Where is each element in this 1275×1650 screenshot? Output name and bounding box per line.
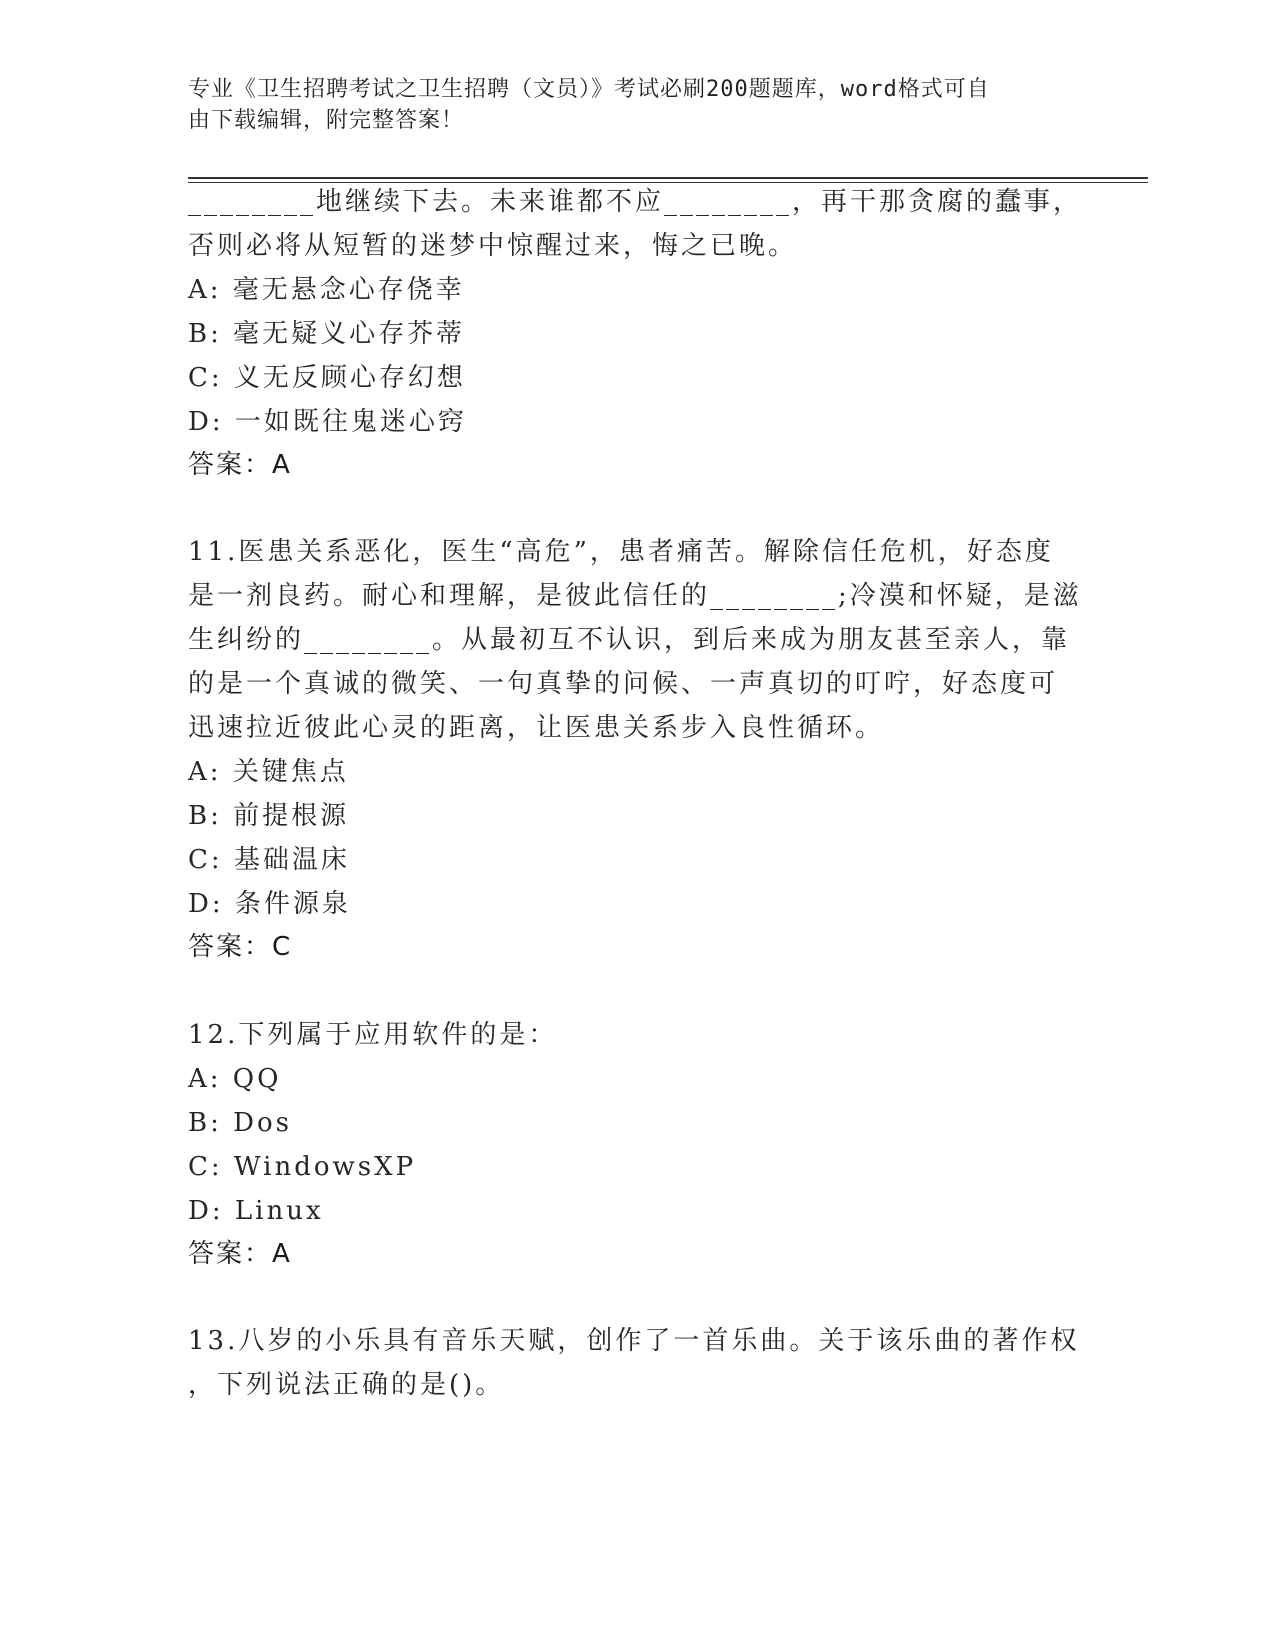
- header-title-line-1: 专业《卫生招聘考试之卫生招聘（文员）》考试必刷200题题库，word格式可自: [188, 77, 990, 102]
- q12-stem-line-1: 12.下列属于应用软件的是：: [188, 1020, 558, 1050]
- q11-answer: 答案：C: [188, 932, 293, 962]
- q11-option-b: B: 前提根源: [188, 801, 350, 831]
- q10-option-b: B: 毫无疑义心存芥蒂: [188, 319, 466, 349]
- q13-stem-line-2: ，下列说法正确的是()。: [188, 1370, 505, 1400]
- q11-stem-line-1: 11.医患关系恶化，医生“高危”，患者痛苦。解除信任危机，好态度: [188, 537, 1054, 567]
- q11-option-d: D: 条件源泉: [188, 889, 351, 919]
- q12-answer: 答案：A: [188, 1239, 292, 1269]
- q10-stem-line-1: ________地继续下去。未来谁都不应________，再干那贪腐的蠢事，: [188, 187, 1083, 217]
- q11-stem-line-4: 的是一个真诚的微笑、一句真挚的问候、一声真切的叮咛，好态度可: [188, 669, 1059, 699]
- q13-stem-line-1: 13.八岁的小乐具有音乐天赋，创作了一首乐曲。关于该乐曲的著作权: [188, 1326, 1080, 1356]
- header-divider-thick: [188, 177, 1148, 179]
- q10-option-c: C: 义无反顾心存幻想: [188, 363, 466, 393]
- q12-option-a: A: QQ: [188, 1064, 282, 1094]
- document-header: [188, 74, 1068, 136]
- q11-option-a: A: 关键焦点: [188, 757, 349, 787]
- q12-option-b: B: Dos: [188, 1108, 292, 1138]
- q11-option-c: C: 基础温床: [188, 845, 350, 875]
- q12-option-d: D: Linux: [188, 1196, 324, 1226]
- q11-stem-line-2: 是一剂良药。耐心和理解，是彼此信任的________;冷漠和怀疑，是滋: [188, 581, 1082, 611]
- q10-stem-line-2: 否则必将从短暂的迷梦中惊醒过来，悔之已晚。: [188, 231, 798, 261]
- q10-answer: 答案：A: [188, 450, 292, 480]
- q11-stem-line-5: 迅速拉近彼此心灵的距离，让医患关系步入良性循环。: [188, 713, 885, 743]
- q10-option-a: A: 毫无悬念心存侥幸: [188, 275, 465, 305]
- q12-option-c: C: WindowsXP: [188, 1152, 417, 1182]
- header-divider-thin: [188, 182, 1148, 183]
- header-title-line-2: 由下载编辑，附完整答案！: [188, 108, 465, 133]
- q11-stem-line-3: 生纠纷的________。从最初互不认识，到后来成为朋友甚至亲人，靠: [188, 625, 1071, 655]
- q10-option-d: D: 一如既往鬼迷心窍: [188, 407, 467, 437]
